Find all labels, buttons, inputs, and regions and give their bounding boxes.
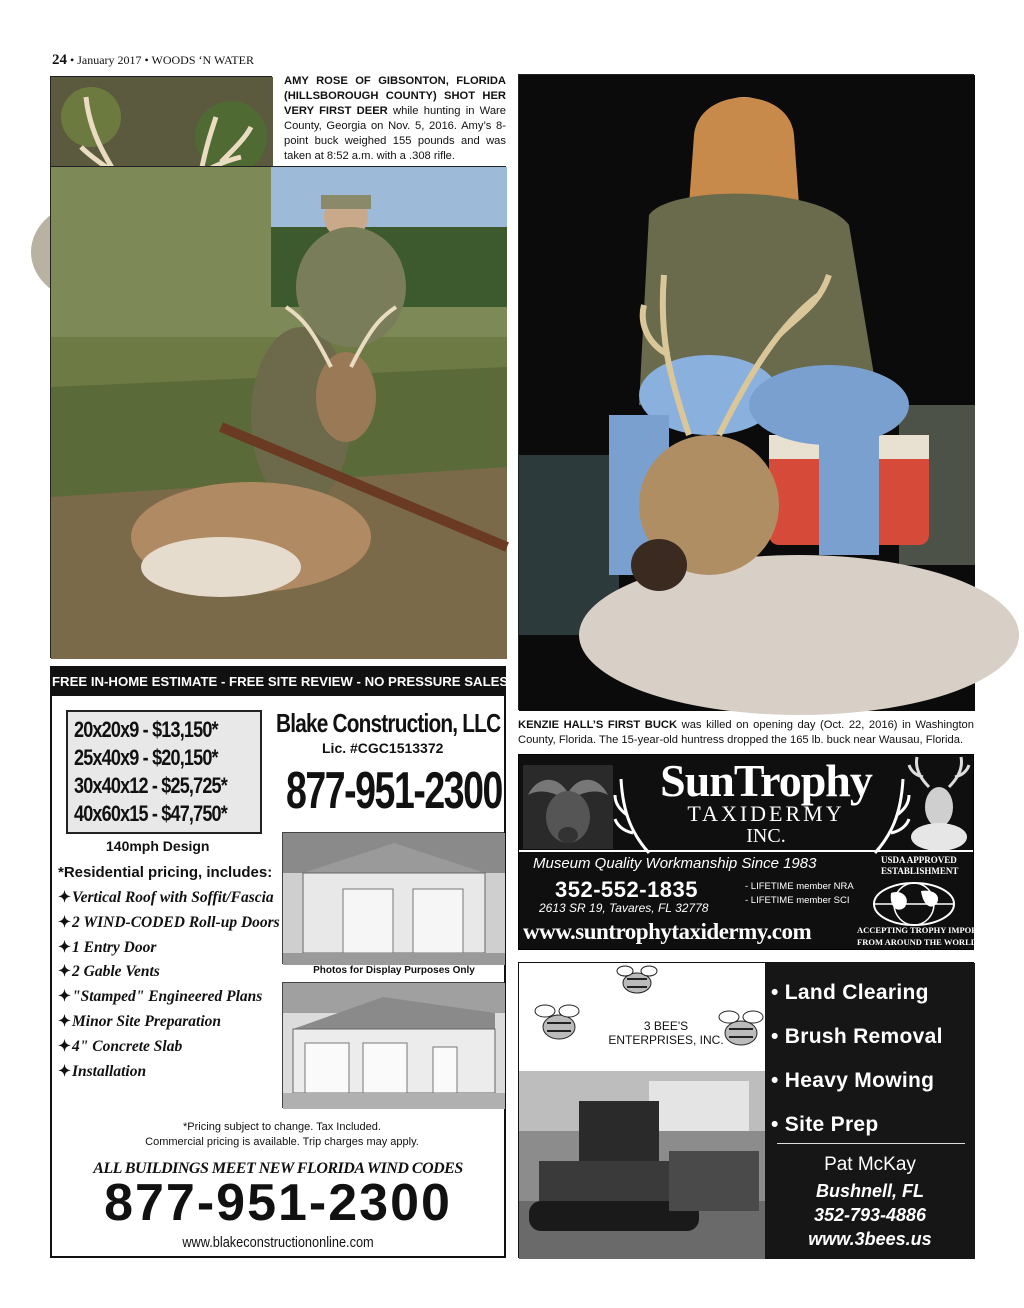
blake-feature-list xyxy=(58,886,288,1084)
kenzie-deer-photo xyxy=(518,74,974,710)
three-bees-ad[interactable] xyxy=(518,962,974,1258)
skid-steer-mulcher-photo xyxy=(519,1071,765,1259)
star-bullet-icon: ✦ xyxy=(58,1062,71,1080)
service-item: • Brush Removal xyxy=(771,1025,943,1048)
blake-disclaimer: *Pricing subject to change. Tax Included. Commercial pricing is available. Trip charges may apply. xyxy=(145,1121,419,1148)
blake-url-link[interactable]: www.blakeconstructiononline.com xyxy=(182,1234,374,1251)
three-bees-info xyxy=(765,963,975,1259)
service-item: • Heavy Mowing xyxy=(771,1069,935,1092)
folio-text: • January 2017 • WOODS ‘N WATER xyxy=(70,53,254,67)
kenzie-caption-body: was killed on opening day (Oct. 22, 2016) in Washington County, Florida. The 15-year-old huntress dropped the 165 lb. buck near Wausau, Florida. xyxy=(518,719,974,746)
suntrophy-nra: - LIFETIME member NRA xyxy=(745,881,854,892)
suntrophy-divider xyxy=(519,850,973,852)
star-bullet-icon: ✦ xyxy=(58,1012,71,1030)
amy-deer-photo xyxy=(50,166,506,658)
amy-caption xyxy=(284,74,506,164)
blake-construction-ad[interactable] xyxy=(50,666,509,1258)
feature-item: ✦2 WIND-CODED Roll-up Doors xyxy=(58,913,280,931)
feature-item: ✦4" Concrete Slab xyxy=(58,1037,183,1055)
kenzie-caption xyxy=(518,718,974,748)
star-bullet-icon: ✦ xyxy=(58,963,71,981)
divider xyxy=(777,1143,965,1144)
blake-residential-title: *Residential pricing, includes: xyxy=(58,864,273,881)
suntrophy-sci: - LIFETIME member SCI xyxy=(745,895,850,906)
service-item: • Land Clearing xyxy=(771,981,929,1004)
star-bullet-icon: ✦ xyxy=(58,889,71,906)
blake-design-rating: 140mph Design xyxy=(106,838,210,854)
kenzie-caption-lead: KENZIE HALL’S FIRST BUCK xyxy=(518,719,678,731)
garage-building-photo xyxy=(282,982,504,1108)
blake-phone-big[interactable]: 877-951-2300 xyxy=(104,1174,452,1232)
price-line: 30x40x12 - $25,725* xyxy=(74,773,227,798)
suntrophy-inc: INC. xyxy=(746,825,786,847)
buffalo-mount-icon xyxy=(523,765,613,849)
star-bullet-icon: ✦ xyxy=(58,1037,71,1055)
owner-name: Pat McKay xyxy=(824,1154,916,1175)
blake-wind-codes: ALL BUILDINGS MEET NEW FLORIDA WIND CODES xyxy=(93,1160,463,1177)
star-bullet-icon: ✦ xyxy=(58,988,71,1006)
amy-caption-lead: AMY ROSE OF GIBSONTON, FLORIDA (HILLSBOROUGH COUNTY) SHOT HER VERY FIRST DEER xyxy=(284,75,506,117)
suntrophy-imports: ACCEPTING TROPHY IMPORTS FROM AROUND THE WORLD xyxy=(857,925,988,947)
blake-company-name: Blake Construction, LLC xyxy=(276,708,501,738)
feature-item: ✦Vertical Roof with Soffit/Fascia xyxy=(58,889,274,906)
price-list xyxy=(66,710,262,834)
blake-banner: FREE IN-HOME ESTIMATE - FREE SITE REVIEW - NO PRESSURE SALES xyxy=(52,668,504,696)
suntrophy-url-link[interactable]: www.suntrophytaxidermy.com xyxy=(523,919,812,944)
globe-icon xyxy=(871,881,957,927)
service-list xyxy=(771,971,971,1147)
suntrophy-usda: USDA APPROVED ESTABLISHMENT xyxy=(881,855,959,876)
suntrophy-tagline: Museum Quality Workmanship Since 1983 xyxy=(533,855,817,872)
suntrophy-phone[interactable]: 352-552-1835 xyxy=(555,877,699,902)
feature-item: ✦Minor Site Preparation xyxy=(58,1012,221,1030)
garage-building-photo xyxy=(282,832,504,964)
blake-license: Lic. #CGC1513372 xyxy=(322,740,444,756)
deer-mount-icon xyxy=(905,757,973,849)
three-bees-logo xyxy=(519,963,765,1071)
price-line: 40x60x15 - $47,750* xyxy=(74,801,227,826)
suntrophy-name: SunTrophy xyxy=(660,755,872,806)
suntrophy-address: 2613 SR 19, Tavares, FL 32778 xyxy=(539,901,709,915)
star-bullet-icon: ✦ xyxy=(58,938,71,956)
feature-item: ✦"Stamped" Engineered Plans xyxy=(58,988,263,1006)
price-line: 25x40x9 - $20,150* xyxy=(74,745,218,770)
feature-item: ✦Installation xyxy=(58,1062,147,1080)
service-item: • Site Prep xyxy=(771,1113,879,1136)
bee-icon xyxy=(535,1005,579,1039)
suntrophy-taxidermy: TAXIDERMY xyxy=(687,801,845,826)
blake-phone-top[interactable]: 877-951-2300 xyxy=(286,762,502,820)
feature-item: ✦2 Gable Vents xyxy=(58,963,160,981)
price-line: 20x20x9 - $13,150* xyxy=(74,717,218,742)
amy-caption-body: while hunting in Ware County, Georgia on Nov. 5, 2016. Amy’s 8-point buck weighed 155 pounds and was taken at 8:52 a.m. with a .308 rifle. xyxy=(284,105,507,162)
three-bees-contact xyxy=(765,1151,975,1251)
bees-phone[interactable]: 352-793-4886 xyxy=(813,1205,927,1225)
display-note: Photos for Display Purposes Only xyxy=(313,965,475,976)
page-folio xyxy=(52,52,452,70)
suntrophy-ad[interactable] xyxy=(518,754,988,950)
bees-url-link[interactable]: www.3bees.us xyxy=(808,1229,932,1249)
star-bullet-icon: ✦ xyxy=(58,913,71,931)
bee-icon xyxy=(617,966,657,993)
bees-city: Bushnell, FL xyxy=(816,1181,924,1201)
feature-item: ✦1 Entry Door xyxy=(58,938,157,956)
page-number: 24 xyxy=(52,52,67,68)
three-bees-company: 3 BEE'S ENTERPRISES, INC. xyxy=(608,1019,724,1047)
